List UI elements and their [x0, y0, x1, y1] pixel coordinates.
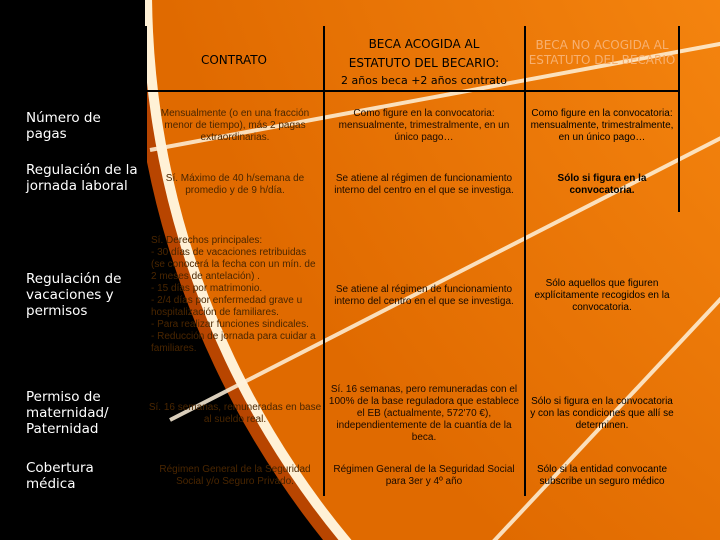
cell-maternidad-beca-no: Sólo si figura en la convocatoria y con las condiciones que allí se determinen.	[530, 396, 674, 431]
cell-cobertura-beca: Régimen General de la Seguridad Social para 3er y 4º año	[333, 464, 515, 487]
cell-jornada-beca: Se atiene al régimen de funcionamiento interno del centro en el que se investiga.	[334, 173, 514, 196]
header-beca-line1: BECA ACOGIDA AL	[368, 37, 480, 51]
grid-line	[524, 26, 526, 496]
cell-cobertura-beca-no: Sólo si la entidad convocante subscribe un seguro médico	[536, 464, 668, 487]
grid-line	[145, 90, 680, 92]
row-label-cobertura: Cobertura médica	[26, 460, 94, 492]
cell-vacaciones-contrato: Sí. Derechos principales: - 30 días de vacaciones retribuidas (se conocerá la fecha con un mín. de 2 meses de antelación) . - 15 días por matrimonio. - 2/4 días por enfermedad grave u hospitalización de familiares. - Para realizar funciones sindicales. - Reducción de jornada para cuidar a familiares.	[151, 235, 316, 354]
cell-maternidad-beca: Sí. 16 semanas, pero remuneradas con el 100% de la base reguladora que establece el EB (actualmente, 572'70 €), independientemente de la cuantía de la beca.	[328, 384, 520, 443]
cell-maternidad-contrato: Sí. 16 semanas, remuneradas en base al sueldo real.	[148, 402, 322, 425]
cell-pagas-beca: Como figure en la convocatoria: mensualmente, trimestralmente, en un único pago…	[338, 108, 510, 143]
row-label-jornada: Regulación de la jornada laboral	[26, 162, 138, 194]
cell-vacaciones-beca: Se atiene al régimen de funcionamiento interno del centro en el que se investiga.	[334, 284, 514, 307]
cell-cobertura-contrato: Régimen General de la Seguridad Social y/o Seguro Privado.	[159, 464, 311, 487]
row-label-pagas: Número de pagas	[26, 110, 101, 142]
cell-pagas-beca-no: Como figure en la convocatoria: mensualmente, trimestralmente, en un único pago…	[530, 108, 674, 143]
header-beca-no: BECA NO ACOGIDA AL ESTATUTO DEL BECARIO	[528, 38, 676, 67]
row-label-maternidad: Permiso de maternidad/ Paternidad	[26, 389, 109, 437]
grid-line	[323, 26, 325, 496]
header-beca-line3: 2 años beca +2 años contrato	[341, 74, 507, 87]
cell-jornada-beca-no: Sólo si figura en la convocatoria.	[557, 173, 647, 196]
row-label-vacaciones: Regulación de vacaciones y permisos	[26, 271, 122, 319]
grid-line	[678, 26, 680, 212]
cell-jornada-contrato: Sí. Máximo de 40 h/semana de promedio y de 9 h/día.	[165, 173, 305, 196]
header-beca-line2: ESTATUTO DEL BECARIO:	[348, 56, 500, 70]
cell-pagas-contrato: Mensualmente (o en una fracción menor de tiempo), más 2 pagas extraordinarias.	[160, 108, 310, 143]
header-contrato: CONTRATO	[200, 53, 268, 67]
grid-line	[145, 26, 147, 496]
cell-vacaciones-beca-no: Sólo aquellos que figuren explícitamente recogidos en la convocatoria.	[534, 278, 670, 313]
